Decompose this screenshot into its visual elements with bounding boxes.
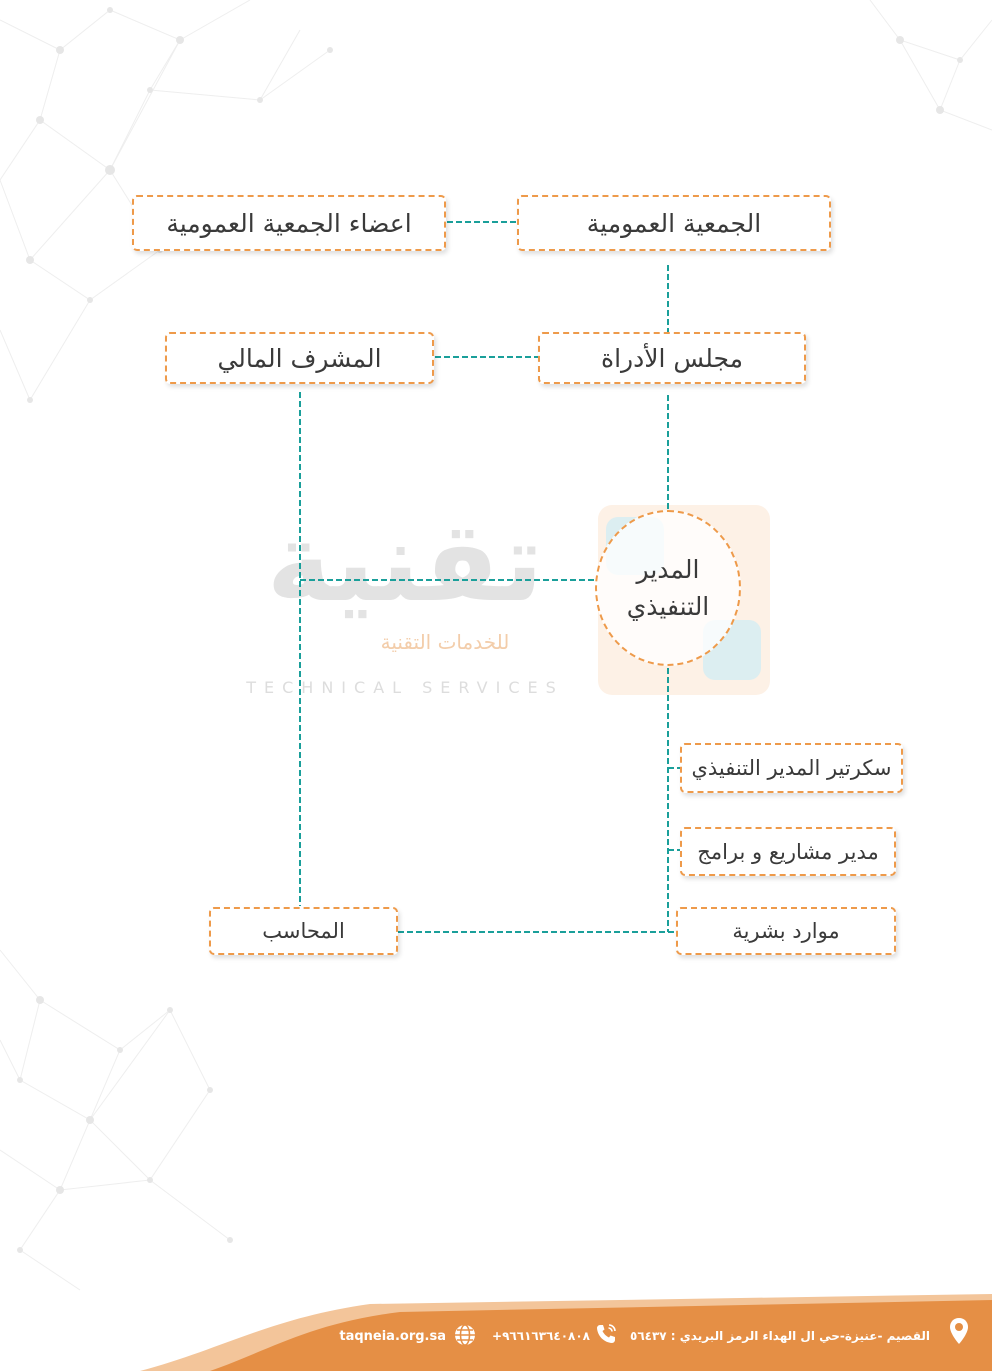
footer-website[interactable]: taqneia.org.sa <box>339 1328 446 1344</box>
node-general-assembly: الجمعية العمومية <box>517 195 831 251</box>
node-executive-director <box>595 510 741 666</box>
node-executive-director-label: المدير التنفيذي <box>626 554 710 621</box>
watermark-english-text: TECHNICAL SERVICES <box>246 678 564 697</box>
node-human-resources: موارد بشرية <box>676 907 896 955</box>
footer-address: القصيم -عنيزة-حي ال الهداء الرمز البريدي : ٥٦٤٣٧ <box>630 1329 930 1343</box>
node-accountant: المحاسب <box>209 907 398 955</box>
globe-icon <box>452 1322 478 1348</box>
node-projects-manager: مدير مشاريع و برامج <box>680 827 896 876</box>
location-pin-icon <box>948 1317 970 1345</box>
watermark-subtitle: للخدمات التقنية <box>380 630 510 654</box>
node-board-of-directors: مجلس الأدراة <box>538 332 806 384</box>
watermark-logo-text: تقنية <box>266 498 544 626</box>
node-financial-supervisor: المشرف المالي <box>165 332 434 384</box>
node-assembly-members: اعضاء الجمعية العمومية <box>132 195 446 251</box>
node-executive-secretary: سكرتير المدير التنفيذي <box>680 743 903 793</box>
footer-phone: +٩٦٦١٦٣٦٤٠٨٠٨ <box>492 1329 590 1343</box>
phone-icon <box>594 1322 618 1346</box>
